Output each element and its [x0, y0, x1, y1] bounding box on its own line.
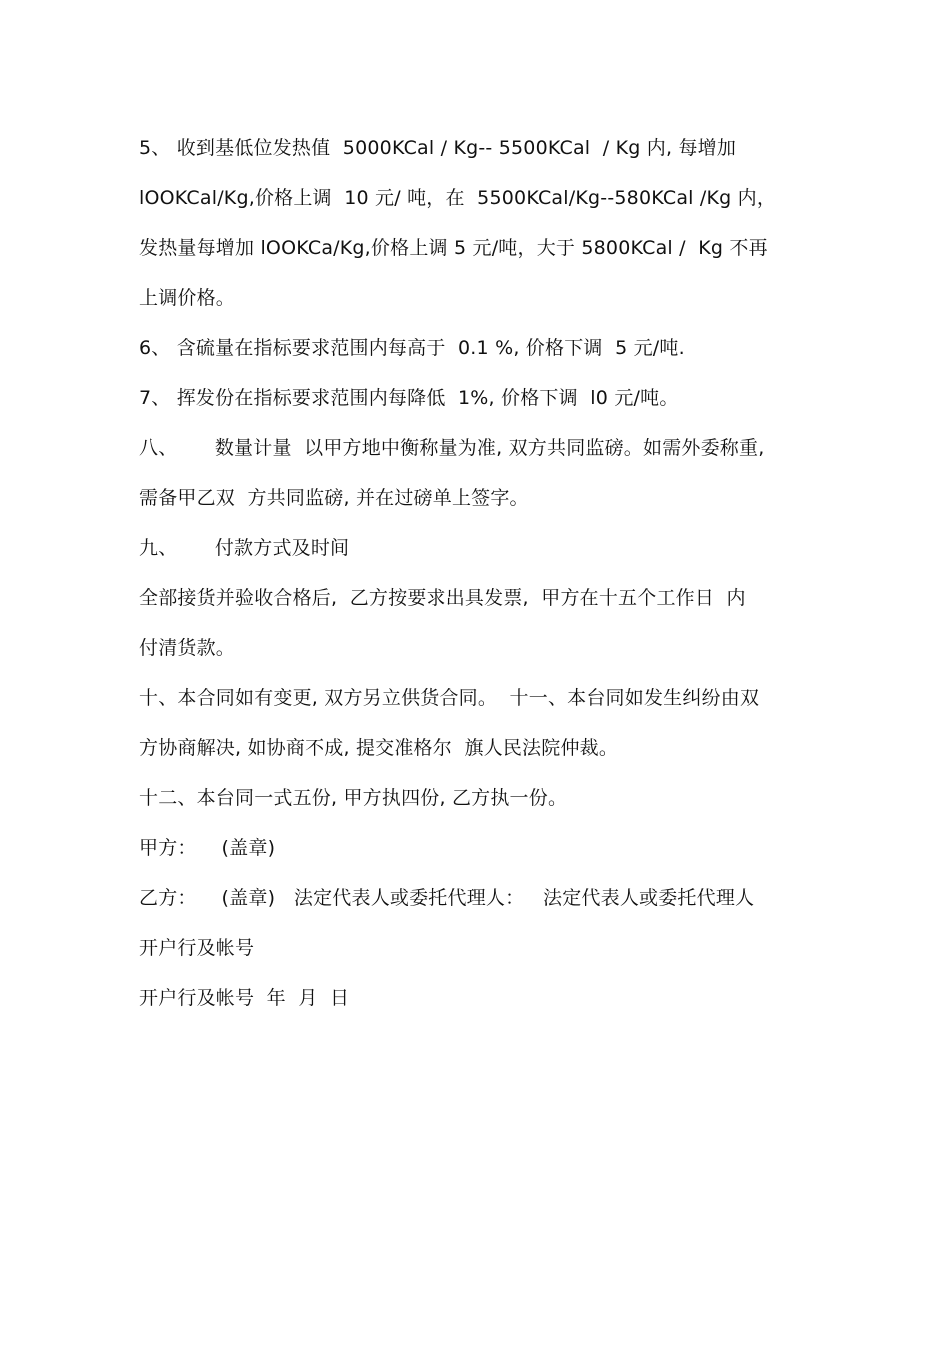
section-10-11-line-2: 方协商解决, 如协商不成, 提交准格尔 旗人民法院仲裁。: [139, 737, 619, 759]
clause-6: 6、 含硫量在指标要求范围内每高于 0.1 %, 价格下调 5 元/吨.: [139, 337, 685, 359]
clause-5-line-4: 上调价格。: [139, 287, 236, 309]
section-9-line-2: 付清货款。: [139, 637, 236, 659]
clause-7: 7、 挥发份在指标要求范围内每降低 1%, 价格下调 l0 元/吨。: [139, 387, 679, 409]
section-9-heading: 九、 付款方式及时间: [139, 537, 350, 559]
party-a-signature: 甲方： (盖章): [139, 837, 276, 859]
section-8-line-1: 八、 数量计量 以甲方地中衡称量为准, 双方共同监磅。如需外委称重,: [139, 437, 765, 459]
clause-5-line-3: 发热量每增加 lOOKCa/Kg,价格上调 5 元/吨，大于 5800KCal / Kg 不再: [139, 237, 768, 259]
party-b-signature: 乙方： (盖章) 法定代表人或委托代理人： 法定代表人或委托代理人: [139, 887, 755, 909]
clause-5-line-1: 5、 收到基低位发热值 5000KCal / Kg-- 5500KCal / Kg 内, 每增加: [139, 137, 737, 159]
section-12: 十二、本台同一式五份, 甲方执四份, 乙方执一份。: [139, 787, 568, 809]
section-10-11-line-1: 十、本合同如有变更, 双方另立供货合同。 十一、本台同如发生纠纷由双: [139, 687, 760, 709]
section-9-line-1: 全部接货并验收合格后, 乙方按要求出具发票, 甲方在十五个工作日 内: [139, 587, 746, 609]
section-8-line-2: 需备甲乙双 方共同监磅, 并在过磅单上签字。: [139, 487, 529, 509]
clause-5-line-2: lOOKCal/Kg,价格上调 10 元/ 吨，在 5500KCal/Kg--580KCal /Kg 内，: [139, 187, 777, 209]
bank-account-line-1: 开户行及帐号: [139, 937, 255, 959]
bank-account-date-line: 开户行及帐号 年 月 日: [139, 987, 350, 1009]
